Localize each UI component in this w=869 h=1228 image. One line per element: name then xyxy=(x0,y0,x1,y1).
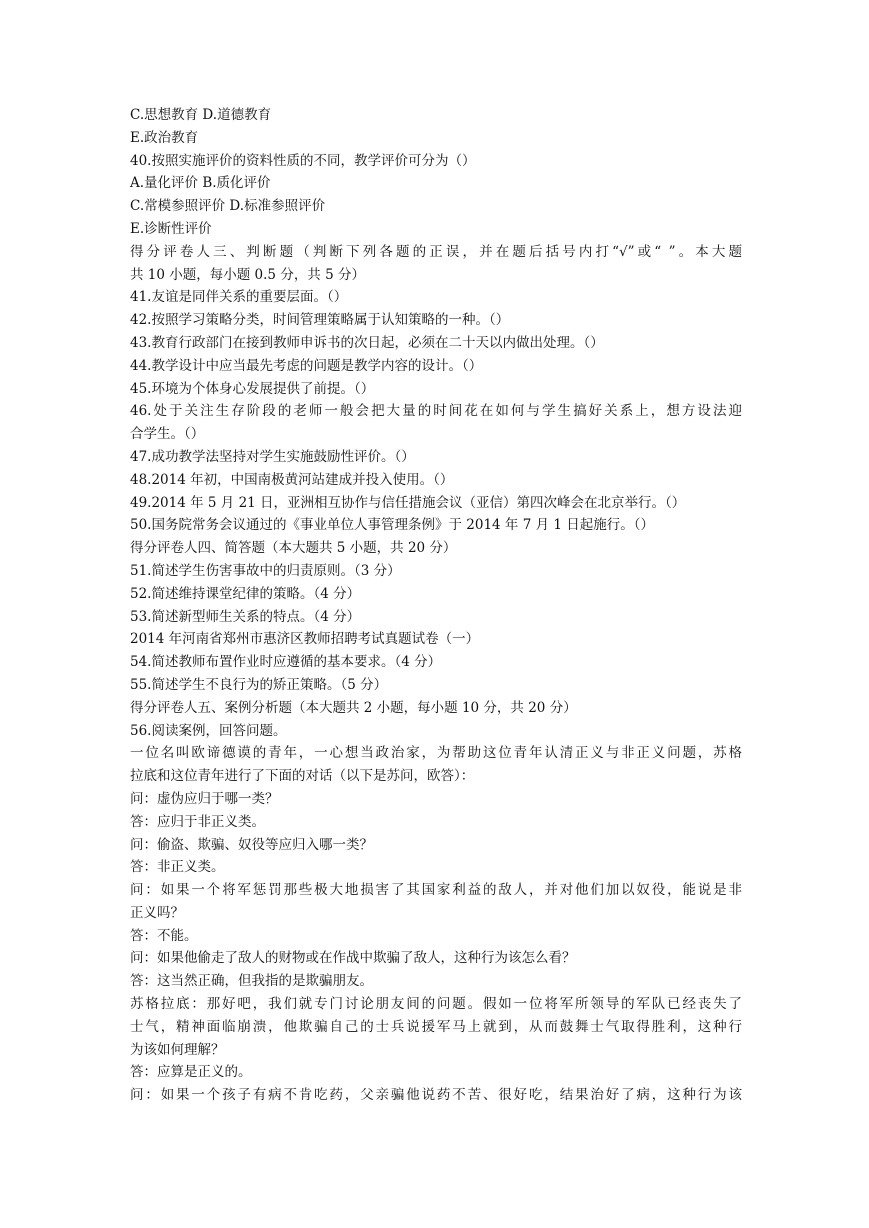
text-line: 拉底和这位青年进行了下面的对话（以下是苏问，欧答）： xyxy=(130,768,475,785)
text-line: 答：这当然正确，但我指的是欺骗朋友。 xyxy=(130,973,373,990)
text-line: E.政治教育 xyxy=(130,129,199,146)
text-line: 答：不能。 xyxy=(130,927,198,944)
text-line: 为该如何理解？ xyxy=(130,1041,225,1058)
text-line: 46.处于关注生存阶段的老师一般会把大量的时间花在如何与学生搞好关系上，想方设法迎 xyxy=(130,403,742,420)
text-line: 正义吗？ xyxy=(130,904,184,921)
text-line: 问：如果一个孩子有病不肯吃药，父亲骗他说药不苦、很好吃，结果治好了病，这种行为该 xyxy=(130,1087,742,1104)
text-line: 共 10 小题，每小题 0.5 分，共 5 分） xyxy=(130,266,365,283)
text-line: 51.简述学生伤害事故中的归责原则。（3 分） xyxy=(130,562,401,579)
text-line: C.常模参照评价 D.标准参照评价 xyxy=(130,198,326,215)
document-page xyxy=(130,104,742,1107)
text-line: 54.简述教师布置作业时应遵循的基本要求。（4 分） xyxy=(130,654,442,671)
text-line: E.诊断性评价 xyxy=(130,220,212,237)
text-line: 问：如果一个将军惩罚那些极大地损害了其国家利益的敌人，并对他们加以奴役，能说是非 xyxy=(130,882,742,899)
text-line: 士气，精神面临崩溃，他欺骗自己的士兵说援军马上就到，从而鼓舞士气取得胜利，这种行 xyxy=(130,1018,742,1035)
text-line: 答：非正义类。 xyxy=(130,859,225,876)
text-line: 49.2014 年 5 月 21 日，亚洲相互协作与信任措施会议（亚信）第四次峰会在北京举行。（） xyxy=(130,494,686,511)
text-line: 答：应归于非正义类。 xyxy=(130,813,265,830)
text-line: 问：偷盗、欺骗、奴役等应归入哪一类？ xyxy=(130,836,373,853)
text-line: 40.按照实施评价的资料性质的不同，教学评价可分为（） xyxy=(130,152,476,169)
text-line: 43.教育行政部门在接到教师申诉书的次日起，必须在二十天以内做出处理。（） xyxy=(130,334,604,351)
text-line: 得分评卷人四、简答题（本大题共 5 小题，共 20 分） xyxy=(130,540,457,557)
text-line: 得分评卷人三、判断题（判断下列各题的正误，并在题后括号内打“√”或“ ”。本大题 xyxy=(130,243,742,260)
text-line: 42.按照学习策略分类，时间管理策略属于认知策略的一种。（） xyxy=(130,312,510,329)
text-line: 得分评卷人五、案例分析题（本大题共 2 小题，每小题 10 分，共 20 分） xyxy=(130,699,577,716)
text-line: 48.2014 年初，中国南极黄河站建成并投入使用。（） xyxy=(130,471,454,488)
text-line: 53.简述新型师生关系的特点。（4 分） xyxy=(130,608,361,625)
text-line: 55.简述学生不良行为的矫正策略。（5 分） xyxy=(130,676,388,693)
text-line: 41.友谊是同伴关系的重要层面。（） xyxy=(130,289,348,306)
text-line: 苏格拉底：那好吧，我们就专门讨论朋友间的问题。假如一位将军所领导的军队已经丧失了 xyxy=(130,996,742,1013)
text-line: 答：应算是正义的。 xyxy=(130,1064,252,1081)
text-line: 45.环境为个体身心发展提供了前提。（） xyxy=(130,380,375,397)
text-line: 问：虚伪应归于哪一类？ xyxy=(130,790,279,807)
text-line: 50.国务院常务会议通过的《事业单位人事管理条例》于 2014 年 7 月 1 日起施行。（） xyxy=(130,517,655,534)
text-line: 56.阅读案例，回答问题。 xyxy=(130,722,287,739)
text-line: C.思想教育 D.道德教育 xyxy=(130,107,272,123)
text-line: 47.成功教学法坚持对学生实施鼓励性评价。（） xyxy=(130,448,415,465)
text-line: 44.教学设计中应当最先考虑的问题是教学内容的设计。（） xyxy=(130,357,483,374)
text-line: 2014 年河南省郑州市惠济区教师招聘考试真题试卷（一） xyxy=(130,631,480,648)
text-line: 52.简述维持课堂纪律的策略。（4 分） xyxy=(130,585,361,602)
text-line: 问：如果他偷走了敌人的财物或在作战中欺骗了敌人，这种行为该怎么看？ xyxy=(130,950,576,967)
text-line: A.量化评价 B.质化评价 xyxy=(130,175,271,192)
text-line: 合学生。（） xyxy=(130,426,205,443)
text-line: 一位名叫欧谛德谟的青年，一心想当政治家，为帮助这位青年认清正义与非正义问题，苏格 xyxy=(130,745,742,762)
